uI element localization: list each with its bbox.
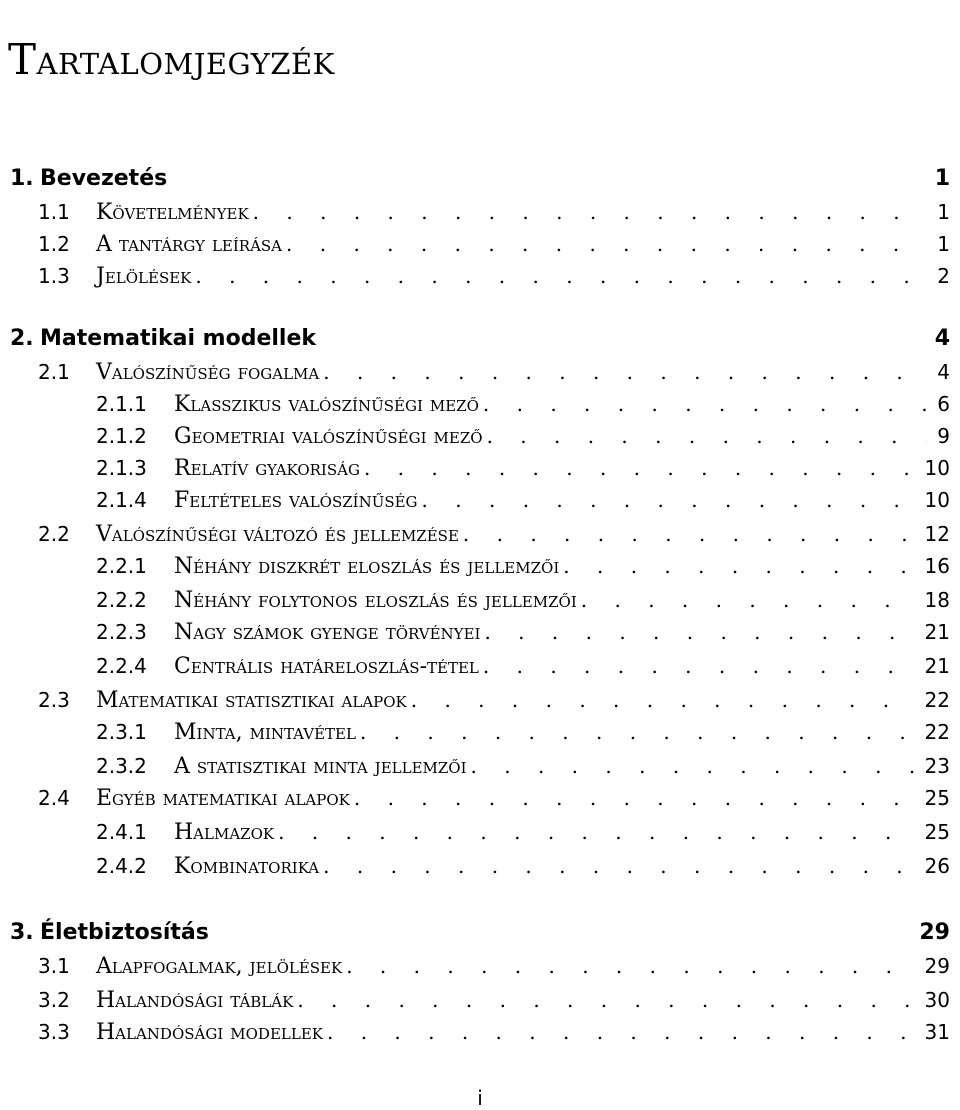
toc-entry-number: 2.2.3 <box>96 620 147 644</box>
dot-leader <box>323 854 914 878</box>
page-title: Tartalomjegyzék <box>8 35 335 85</box>
dot-leader <box>253 200 928 224</box>
toc-entry-page: 30 <box>924 988 950 1012</box>
toc-entry-number: 3. <box>10 920 34 945</box>
toc-entry-page: 18 <box>924 588 950 612</box>
toc-entry-title: Centrális határeloszlás-tétel <box>174 654 479 679</box>
toc-entry-number: 1.1 <box>38 200 70 224</box>
toc-entry[interactable] <box>0 854 960 884</box>
toc-entry[interactable] <box>0 456 960 486</box>
toc-entry-page: 1 <box>937 232 950 256</box>
dot-leader <box>286 232 927 256</box>
toc-entry-page: 4 <box>937 360 950 384</box>
toc-entry-number: 1.3 <box>38 264 70 288</box>
toc-entry-number: 1. <box>10 166 34 191</box>
dot-leader <box>354 786 915 810</box>
toc-entry-page: 2 <box>937 264 950 288</box>
toc-entry-page: 12 <box>924 522 950 546</box>
toc-entry[interactable] <box>0 554 960 584</box>
toc-entry-page: 25 <box>924 820 950 844</box>
toc-entry-title: Relatív gyakoriság <box>174 456 360 481</box>
toc-entry[interactable] <box>0 232 960 262</box>
toc-entry-title: Egyéb matematikai alapok <box>96 786 350 811</box>
dot-leader <box>581 588 915 612</box>
toc-entry[interactable] <box>0 522 960 552</box>
toc-entry-page: 9 <box>937 424 950 448</box>
dot-leader <box>346 954 914 978</box>
toc-entry[interactable] <box>0 754 960 784</box>
toc-entry[interactable] <box>0 588 960 618</box>
toc-entry-number: 3.3 <box>38 1020 70 1044</box>
toc-entry-title: Halmazok <box>174 820 275 845</box>
toc-entry-number: 2.3.2 <box>96 754 147 778</box>
toc-entry[interactable] <box>0 654 960 684</box>
toc-entry-title: Valószínűségi változó és jellemzése <box>96 522 459 547</box>
toc-entry-title: Halandósági táblák <box>96 988 294 1013</box>
toc-entry[interactable] <box>0 988 960 1018</box>
toc-entry[interactable] <box>0 720 960 750</box>
toc-entry[interactable] <box>0 200 960 230</box>
toc-entry-number: 3.2 <box>38 988 70 1012</box>
toc-entry-number: 2.3 <box>38 688 70 712</box>
toc-entry-title: Matematikai modellek <box>40 326 317 351</box>
toc-entry-number: 2.2.4 <box>96 654 147 678</box>
toc-entry-number: 2.2.2 <box>96 588 147 612</box>
toc-entry[interactable] <box>0 688 960 718</box>
dot-leader <box>483 392 927 416</box>
toc-entry-page: 4 <box>934 326 950 351</box>
toc-entry-number: 2.4.1 <box>96 820 147 844</box>
toc-entry-page: 23 <box>924 754 950 778</box>
toc-entry[interactable] <box>0 166 960 196</box>
page-number: i <box>477 1086 483 1110</box>
toc-entry-title: A tantárgy leírása <box>96 232 283 257</box>
dot-leader <box>195 264 927 288</box>
dot-leader <box>422 488 915 512</box>
toc-entry-number: 2.2.1 <box>96 554 147 578</box>
toc-entry-number: 2.3.1 <box>96 720 147 744</box>
toc-entry-page: 22 <box>924 720 950 744</box>
toc-entry-title: Bevezetés <box>40 166 168 191</box>
toc-entry-page: 29 <box>924 954 950 978</box>
toc-entry[interactable] <box>0 360 960 390</box>
toc-entry-number: 2. <box>10 326 34 351</box>
toc-entry-title: A statisztikai minta jellemzői <box>174 754 467 779</box>
toc-entry-title: Matematikai statisztikai alapok <box>96 688 407 713</box>
toc-entry-page: 21 <box>924 620 950 644</box>
toc-entry-page: 1 <box>937 200 950 224</box>
dot-leader <box>278 820 914 844</box>
dot-leader <box>360 720 915 744</box>
toc-entry-page: 1 <box>934 166 950 191</box>
toc-entry-number: 2.1.3 <box>96 456 147 480</box>
toc-entry-number: 3.1 <box>38 954 70 978</box>
toc-entry[interactable] <box>0 920 960 950</box>
toc-entry[interactable] <box>0 1020 960 1050</box>
toc-entry-title: Minta, mintavétel <box>174 720 356 745</box>
toc-entry-number: 2.2 <box>38 522 70 546</box>
toc-entry-page: 21 <box>924 654 950 678</box>
dot-leader <box>563 554 914 578</box>
toc-entry-number: 1.2 <box>38 232 70 256</box>
toc-entry[interactable] <box>0 954 960 984</box>
toc-entry-number: 2.4 <box>38 786 70 810</box>
toc-entry-title: Életbiztosítás <box>40 920 209 945</box>
dot-leader <box>471 754 915 778</box>
toc-entry-title: Néhány folytonos eloszlás és jellemzői <box>174 588 577 613</box>
toc-entry[interactable] <box>0 264 960 294</box>
toc-entry[interactable] <box>0 326 960 356</box>
toc-entry-page: 10 <box>924 488 950 512</box>
toc-entry-page: 22 <box>924 688 950 712</box>
toc-entry-page: 31 <box>924 1020 950 1044</box>
toc-entry[interactable] <box>0 820 960 850</box>
toc-entry-page: 6 <box>937 392 950 416</box>
toc-entry-title: Geometriai valószínűségi mező <box>174 424 483 449</box>
dot-leader <box>323 360 927 384</box>
toc-entry-number: 2.1.1 <box>96 392 147 416</box>
toc-entry-title: Követelmények <box>96 200 249 225</box>
toc-entry-page: 25 <box>924 786 950 810</box>
dot-leader <box>327 1020 915 1044</box>
toc-entry-number: 2.1.4 <box>96 488 147 512</box>
toc-entry[interactable] <box>0 620 960 650</box>
toc-entry-title: Jelölések <box>96 264 192 289</box>
toc-entry[interactable] <box>0 786 960 816</box>
dot-leader <box>297 988 914 1012</box>
toc-entry-title: Valószínűség fogalma <box>96 360 320 385</box>
dot-leader <box>483 654 915 678</box>
dot-leader <box>364 456 915 480</box>
toc-entry-title: Kombinatorika <box>174 854 320 879</box>
toc-entry-title: Nagy számok gyenge törvényei <box>174 620 481 645</box>
dot-leader <box>411 688 915 712</box>
toc-entry-page: 29 <box>919 920 950 945</box>
toc-entry-number: 2.1.2 <box>96 424 147 448</box>
toc-entry-page: 10 <box>924 456 950 480</box>
dot-leader <box>487 424 928 448</box>
dot-leader <box>484 620 914 644</box>
toc-entry-title: Klasszikus valószínűségi mező <box>174 392 479 417</box>
toc-entry-number: 2.1 <box>38 360 70 384</box>
toc-entry[interactable] <box>0 424 960 454</box>
toc-entry-title: Halandósági modellek <box>96 1020 323 1045</box>
toc-entry-title: Alapfogalmak, jelölések <box>96 954 343 979</box>
toc-entry[interactable] <box>0 488 960 518</box>
dot-leader <box>463 522 915 546</box>
toc-entry-page: 26 <box>924 854 950 878</box>
toc-entry[interactable] <box>0 392 960 422</box>
toc-entry-title: Néhány diszkrét eloszlás és jellemzői <box>174 554 560 579</box>
toc-entry-number: 2.4.2 <box>96 854 147 878</box>
toc-entry-title: Feltételes valószínűség <box>174 488 418 513</box>
toc-entry-page: 16 <box>924 554 950 578</box>
